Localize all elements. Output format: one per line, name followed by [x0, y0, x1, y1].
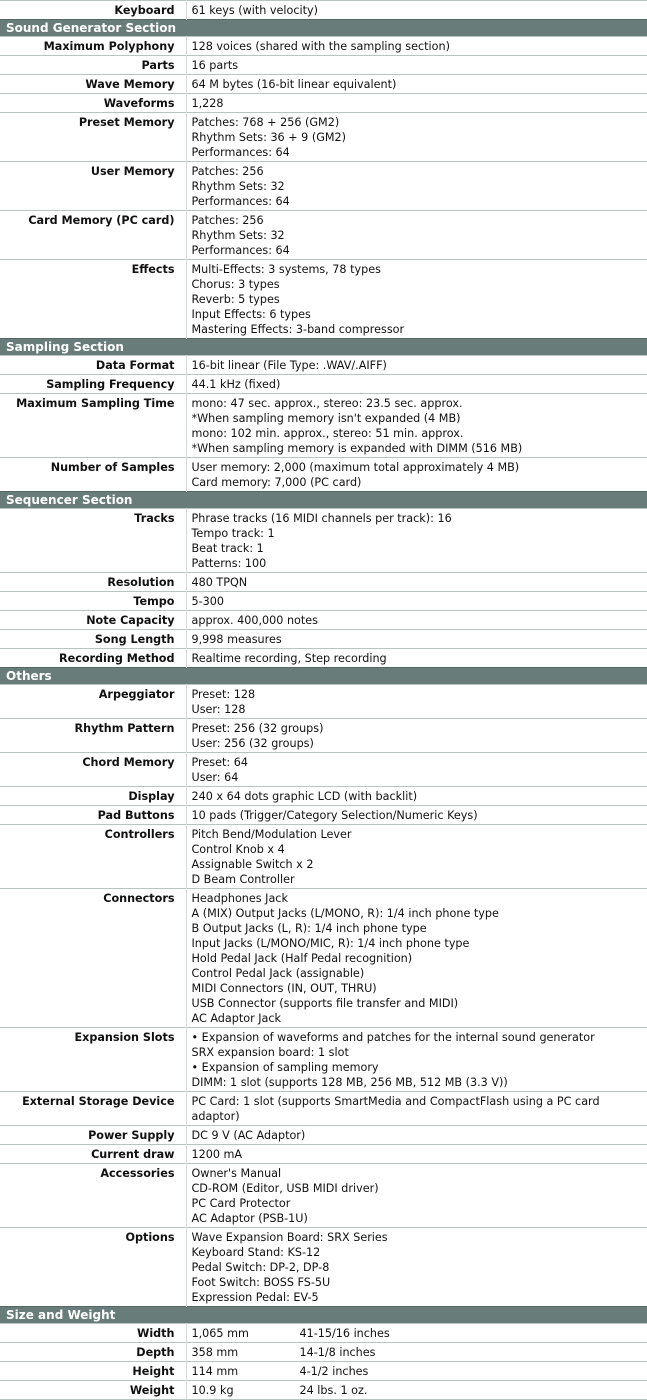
spec-value-line: Rhythm Sets: 32 — [191, 229, 285, 242]
spec-value-line: • Expansion of waveforms and patches for the internal sound generator — [191, 1031, 595, 1044]
spec-row — [0, 573, 647, 592]
spec-label: Depth — [0, 1343, 186, 1362]
spec-label: Chord Memory — [0, 753, 186, 787]
spec-label: Arpeggiator — [0, 685, 186, 719]
spec-row — [0, 56, 647, 75]
spec-value-line: Hold Pedal Jack (Half Pedal recognition) — [191, 952, 413, 965]
spec-value-line: 480 TPQN — [191, 576, 248, 589]
spec-value — [186, 260, 647, 339]
spec-row — [0, 1381, 647, 1400]
spec-value-line: Wave Expansion Board: SRX Series — [191, 1231, 388, 1244]
spec-value-line: B Output Jacks (L, R): 1/4 inch phone type — [191, 922, 427, 935]
spec-row — [0, 162, 647, 211]
spec-value-line: • Expansion of sampling memory — [191, 1061, 379, 1074]
spec-value-line: *When sampling memory is expanded with DIMM (516 MB) — [191, 442, 523, 455]
spec-value-line: MIDI Connectors (IN, OUT, THRU) — [191, 982, 377, 995]
metric-value: 114 mm — [191, 1365, 239, 1378]
spec-value-line: 16 parts — [191, 59, 239, 72]
spec-row — [0, 1126, 647, 1145]
spec-value-line: mono: 47 sec. approx., stereo: 23.5 sec. approx. — [191, 397, 463, 410]
spec-value-line: User: 256 (32 groups) — [191, 737, 314, 750]
spec-label: Note Capacity — [0, 611, 186, 630]
spec-value-line: DIMM: 1 slot (supports 128 MB, 256 MB, 512 MB (3.3 V)) — [191, 1076, 508, 1089]
spec-row — [0, 825, 647, 889]
spec-value — [186, 825, 647, 889]
spec-label: Expansion Slots — [0, 1028, 186, 1092]
spec-value — [186, 375, 647, 394]
spec-value-line: Phrase tracks (16 MIDI channels per track): 16 — [191, 512, 452, 525]
spec-value-line: Patches: 256 — [191, 165, 264, 178]
spec-value-line: 16-bit linear (File Type: .WAV/.AIFF) — [191, 359, 387, 372]
spec-value — [186, 94, 647, 113]
spec-value-line: 9,998 measures — [191, 633, 282, 646]
spec-label: Accessories — [0, 1164, 186, 1228]
spec-label: Rhythm Pattern — [0, 719, 186, 753]
spec-value-line: Control Pedal Jack (assignable) — [191, 967, 365, 980]
spec-value — [186, 37, 647, 56]
spec-value — [186, 1228, 647, 1307]
spec-value-line: Tempo track: 1 — [191, 527, 275, 540]
spec-value — [186, 75, 647, 94]
spec-row — [0, 685, 647, 719]
section-title: Sequencer Section — [0, 492, 647, 509]
spec-label: Data Format — [0, 356, 186, 375]
spec-label: User Memory — [0, 162, 186, 211]
spec-row — [0, 1324, 647, 1343]
spec-label: Maximum Polyphony — [0, 37, 186, 56]
spec-value-line: Control Knob x 4 — [191, 843, 285, 856]
spec-row — [0, 260, 647, 339]
spec-label: Recording Method — [0, 649, 186, 668]
spec-value — [186, 1381, 647, 1400]
spec-value-line: 5-300 — [191, 595, 225, 608]
spec-label: Display — [0, 787, 186, 806]
imperial-value: 41-15/16 inches — [299, 1327, 390, 1340]
spec-label: Card Memory (PC card) — [0, 211, 186, 260]
spec-value-line: *When sampling memory isn't expanded (4 MB) — [191, 412, 461, 425]
spec-row — [0, 1028, 647, 1092]
spec-value — [186, 1126, 647, 1145]
spec-value-line: mono: 102 min. approx., stereo: 51 min. approx. — [191, 427, 464, 440]
spec-value-line: Performances: 64 — [191, 146, 290, 159]
spec-value — [186, 113, 647, 162]
spec-value-line: Input Jacks (L/MONO/MIC, R): 1/4 inch phone type — [191, 937, 470, 950]
spec-value-line: 1,228 — [191, 97, 224, 110]
spec-value-line: Rhythm Sets: 36 + 9 (GM2) — [191, 131, 347, 144]
spec-value-line: Expression Pedal: EV-5 — [191, 1291, 319, 1304]
spec-row — [0, 509, 647, 573]
spec-label: Preset Memory — [0, 113, 186, 162]
spec-label: Height — [0, 1362, 186, 1381]
section-title: Sampling Section — [0, 339, 647, 356]
imperial-value: 4-1/2 inches — [299, 1365, 369, 1378]
section-header — [0, 492, 647, 509]
spec-label: Song Length — [0, 630, 186, 649]
spec-value-line: Preset: 64 — [191, 756, 248, 769]
spec-row — [0, 787, 647, 806]
spec-label: Keyboard — [0, 1, 186, 20]
metric-value: 358 mm — [191, 1346, 239, 1359]
section-header — [0, 1307, 647, 1324]
spec-value-line: 240 x 64 dots graphic LCD (with backlit) — [191, 790, 418, 803]
specifications-body — [0, 1, 647, 1400]
section-header — [0, 339, 647, 356]
spec-label: Resolution — [0, 573, 186, 592]
spec-value — [186, 592, 647, 611]
spec-row — [0, 630, 647, 649]
spec-value-line: Performances: 64 — [191, 195, 290, 208]
spec-value-line: A (MIX) Output Jacks (L/MONO, R): 1/4 inch phone type — [191, 907, 499, 920]
imperial-value: 14-1/8 inches — [299, 1346, 376, 1359]
spec-value — [186, 630, 647, 649]
spec-label: Waveforms — [0, 94, 186, 113]
spec-value-line: Multi-Effects: 3 systems, 78 types — [191, 263, 381, 276]
spec-label: Sampling Frequency — [0, 375, 186, 394]
spec-value-line: Patches: 768 + 256 (GM2) — [191, 116, 340, 129]
metric-value: 1,065 mm — [191, 1327, 249, 1340]
spec-value — [186, 753, 647, 787]
spec-value-line: 128 voices (shared with the sampling section) — [191, 40, 450, 53]
spec-value — [186, 356, 647, 375]
spec-row — [0, 1, 647, 20]
spec-row — [0, 394, 647, 458]
spec-row — [0, 753, 647, 787]
spec-value-line: 61 keys (with velocity) — [191, 4, 319, 17]
spec-value-line: 44.1 kHz (fixed) — [191, 378, 281, 391]
spec-value — [186, 394, 647, 458]
spec-value — [186, 162, 647, 211]
spec-value — [186, 458, 647, 492]
spec-value — [186, 719, 647, 753]
spec-value-line: Foot Switch: BOSS FS-5U — [191, 1276, 331, 1289]
spec-value-line: Patches: 256 — [191, 214, 264, 227]
spec-value-line: Chorus: 3 types — [191, 278, 280, 291]
spec-value — [186, 1092, 647, 1126]
spec-row — [0, 94, 647, 113]
spec-value — [186, 573, 647, 592]
spec-label: Current draw — [0, 1145, 186, 1164]
spec-value — [186, 211, 647, 260]
spec-value-line: Rhythm Sets: 32 — [191, 180, 285, 193]
spec-value-line: Pedal Switch: DP-2, DP-8 — [191, 1261, 330, 1274]
spec-value-line: Mastering Effects: 3-band compressor — [191, 323, 405, 336]
spec-row — [0, 806, 647, 825]
spec-value-line: Preset: 128 — [191, 688, 256, 701]
spec-value — [186, 1343, 647, 1362]
spec-label: Wave Memory — [0, 75, 186, 94]
spec-row — [0, 37, 647, 56]
spec-row — [0, 719, 647, 753]
spec-value — [186, 509, 647, 573]
spec-value — [186, 56, 647, 75]
spec-row — [0, 889, 647, 1028]
spec-value-line: 1200 mA — [191, 1148, 243, 1161]
spec-label: Width — [0, 1324, 186, 1343]
spec-value-line: 64 M bytes (16-bit linear equivalent) — [191, 78, 397, 91]
spec-label: Weight — [0, 1381, 186, 1400]
spec-row — [0, 1228, 647, 1307]
spec-row — [0, 375, 647, 394]
spec-value-line: Beat track: 1 — [191, 542, 264, 555]
spec-value-line: Assignable Switch x 2 — [191, 858, 314, 871]
spec-value — [186, 1324, 647, 1343]
spec-value-line: SRX expansion board: 1 slot — [191, 1046, 349, 1059]
spec-value-line: AC Adaptor Jack — [191, 1012, 282, 1025]
spec-row — [0, 1343, 647, 1362]
spec-label: Pad Buttons — [0, 806, 186, 825]
spec-value-line: PC Card Protector — [191, 1197, 291, 1210]
spec-value-line: Reverb: 5 types — [191, 293, 280, 306]
spec-row — [0, 592, 647, 611]
spec-label: Maximum Sampling Time — [0, 394, 186, 458]
spec-value-line: approx. 400,000 notes — [191, 614, 318, 627]
spec-value — [186, 1362, 647, 1381]
spec-row — [0, 356, 647, 375]
spec-value-line: PC Card: 1 slot (supports SmartMedia and CompactFlash using a PC card adaptor) — [191, 1095, 600, 1123]
spec-value — [186, 806, 647, 825]
spec-row — [0, 649, 647, 668]
spec-value — [186, 889, 647, 1028]
section-header — [0, 668, 647, 685]
section-title: Size and Weight — [0, 1307, 647, 1324]
spec-value-line: USB Connector (supports file transfer and MIDI) — [191, 997, 459, 1010]
spec-value-line: User: 64 — [191, 771, 239, 784]
metric-value: 10.9 kg — [191, 1384, 234, 1397]
spec-value — [186, 1145, 647, 1164]
spec-value-line: User: 128 — [191, 703, 246, 716]
spec-label: Tempo — [0, 592, 186, 611]
spec-label: Tracks — [0, 509, 186, 573]
spec-value-line: Preset: 256 (32 groups) — [191, 722, 324, 735]
spec-value-line: Headphones Jack — [191, 892, 288, 905]
spec-row — [0, 113, 647, 162]
spec-label: Parts — [0, 56, 186, 75]
spec-value-line: DC 9 V (AC Adaptor) — [191, 1129, 306, 1142]
section-header — [0, 20, 647, 37]
spec-label: Options — [0, 1228, 186, 1307]
section-title: Others — [0, 668, 647, 685]
spec-value — [186, 649, 647, 668]
spec-value-line: Card memory: 7,000 (PC card) — [191, 476, 362, 489]
spec-value — [186, 611, 647, 630]
spec-value-line: Keyboard Stand: KS-12 — [191, 1246, 321, 1259]
spec-label: External Storage Device — [0, 1092, 186, 1126]
spec-value-line: Performances: 64 — [191, 244, 290, 257]
spec-value-line: Pitch Bend/Modulation Lever — [191, 828, 352, 841]
section-title: Sound Generator Section — [0, 20, 647, 37]
spec-row — [0, 458, 647, 492]
spec-value — [186, 1, 647, 20]
spec-value-line: 10 pads (Trigger/Category Selection/Numeric Keys) — [191, 809, 478, 822]
spec-value-line: Patterns: 100 — [191, 557, 267, 570]
spec-value-line: Owner's Manual — [191, 1167, 282, 1180]
spec-value-line: CD-ROM (Editor, USB MIDI driver) — [191, 1182, 379, 1195]
spec-value-line: D Beam Controller — [191, 873, 295, 886]
spec-label: Number of Samples — [0, 458, 186, 492]
spec-label: Power Supply — [0, 1126, 186, 1145]
imperial-value: 24 lbs. 1 oz. — [299, 1384, 368, 1397]
spec-row — [0, 611, 647, 630]
spec-row — [0, 1164, 647, 1228]
spec-label: Effects — [0, 260, 186, 339]
spec-value — [186, 787, 647, 806]
spec-label: Controllers — [0, 825, 186, 889]
spec-value-line: User memory: 2,000 (maximum total approximately 4 MB) — [191, 461, 520, 474]
spec-row — [0, 211, 647, 260]
spec-value — [186, 1028, 647, 1092]
spec-row — [0, 1362, 647, 1381]
spec-value-line: Realtime recording, Step recording — [191, 652, 387, 665]
spec-value — [186, 685, 647, 719]
spec-row — [0, 1145, 647, 1164]
spec-label: Connectors — [0, 889, 186, 1028]
spec-row — [0, 75, 647, 94]
spec-row — [0, 1092, 647, 1126]
spec-value-line: Input Effects: 6 types — [191, 308, 311, 321]
spec-value — [186, 1164, 647, 1228]
spec-value-line: AC Adaptor (PSB-1U) — [191, 1212, 308, 1225]
